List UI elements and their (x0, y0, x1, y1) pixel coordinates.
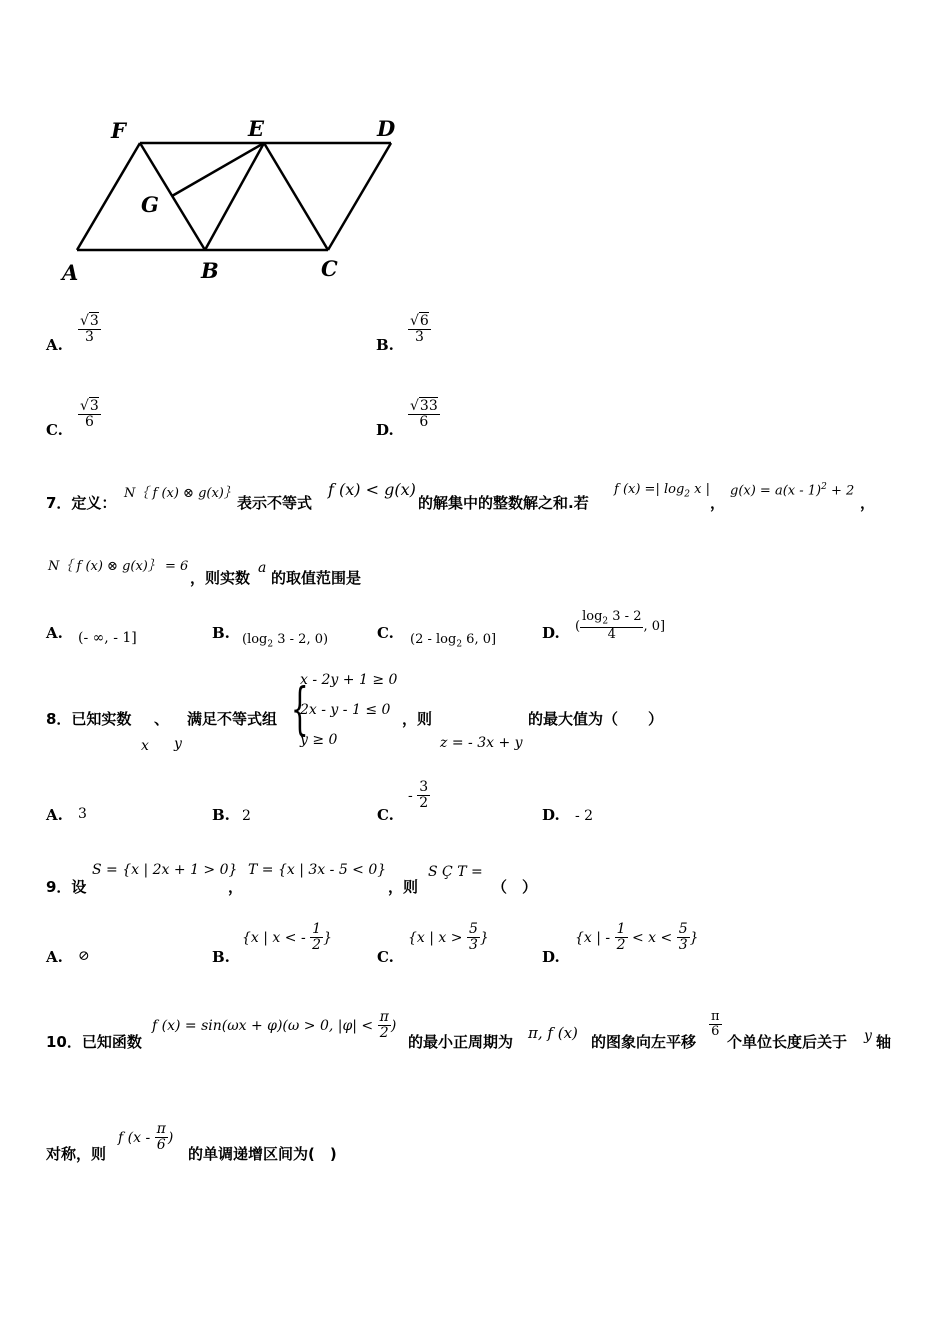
label-F: F (111, 118, 126, 143)
q9-text-1: ，则 (388, 878, 419, 896)
q8-option-a-label: A. (46, 806, 63, 824)
q6-option-a-label: A. (46, 336, 63, 354)
q7-text-4: 的取值范围是 (271, 569, 362, 587)
q10-shifted-function: f (x - $\frac{\pi}{6}$ ) (118, 1121, 174, 1154)
q7-text-3: ，则实数 (190, 569, 251, 587)
q10-number: 10．已知函数 (46, 1033, 142, 1051)
parallelogram-figure (55, 110, 425, 290)
label-B: B (201, 258, 219, 283)
q9-intersection: S Ç T = (428, 864, 483, 880)
label-C: C (321, 256, 338, 281)
q10-text-1: 的最小正周期为 (408, 1033, 514, 1051)
q9-set-T: T = {x | 3x - 5 < 0} (248, 862, 387, 878)
q9-number: 9．设 (46, 878, 87, 896)
q8-var-x: x (141, 738, 149, 754)
q8-option-c-value: - $\frac{3}{2}$ (408, 779, 429, 812)
q10-text-6: 的单调递增区间为( ) (188, 1145, 337, 1163)
q7-option-c-label: C. (377, 624, 394, 642)
q6-option-c-label: C. (46, 421, 63, 439)
q9-option-c-value: {x | x > $\frac{5}{3}$ } (408, 921, 489, 954)
label-G: G (141, 192, 159, 217)
q8-option-c-label: C. (377, 806, 394, 824)
q9-set-S: S = {x | 2x + 1 > 0} (92, 862, 238, 878)
q6-option-b-label: B. (376, 336, 394, 354)
q7-var-a: a (258, 560, 267, 576)
q6-option-c-value: $\frac{√3}{6}$ (80, 398, 99, 431)
q7-option-d-value: ( $\frac{\log_2 3 - 2}{4}$ , 0] (575, 609, 666, 643)
q10-text-2: 的图象向左平移 (591, 1033, 697, 1051)
q8-option-b-value: 2 (242, 808, 251, 824)
q7-comma-2: ， (860, 494, 876, 512)
q9-option-a-label: A. (46, 948, 63, 966)
q8-text-1: 满足不等式组 (187, 710, 278, 728)
q7-option-a-label: A. (46, 624, 63, 642)
q6-option-b-value: $\frac{√6}{3}$ (410, 313, 429, 346)
q10-period: π, f (x) (528, 1024, 578, 1042)
q7-option-c-value: ($2 - \log_2 6$, 0] (410, 632, 497, 650)
q8-option-b-label: B. (212, 806, 230, 824)
q9-paren: （ ） (492, 878, 538, 896)
q10-text-5: 对称，则 (46, 1145, 107, 1163)
q10-shift: $\frac{\pi}{6}$ (711, 1009, 720, 1040)
q8-number: 8．已知实数 (46, 710, 132, 728)
q8-text-3: 的最大值为（ ） (528, 710, 664, 728)
q7-f-def: f (x) =| $\log_2 x$ | (614, 482, 710, 500)
q10-text-4: 轴 (876, 1033, 892, 1051)
q9-option-d-value: {x | - $\frac{1}{2}$ < x < $\frac{5}{3}$ } (575, 921, 699, 954)
q7-N-expr: N｛ f (x) ⊗ g(x)｝ (124, 486, 237, 501)
q7-number: 7．定义： (46, 494, 117, 512)
q9-option-d-label: D. (542, 948, 560, 966)
q9-option-a-value: ⊘ (78, 948, 90, 964)
q8-text-2: ，则 (402, 710, 433, 728)
q7-g-def: g(x) = a(x - 1)$^2$ + 2 (730, 482, 855, 499)
q8-option-d-value: - 2 (575, 808, 594, 824)
q7-comma-1: ， (710, 494, 726, 512)
q7-option-b-label: B. (212, 624, 230, 642)
q10-var-y: y (864, 1028, 872, 1044)
q8-separator: 、 (154, 710, 170, 728)
q8-option-d-label: D. (542, 806, 560, 824)
segment-CD (328, 143, 391, 250)
label-D: D (377, 116, 396, 141)
label-A: A (62, 260, 79, 285)
q6-option-d-value: $\frac{√33}{6}$ (410, 398, 438, 431)
q8-objective: z = - 3x + y (440, 735, 523, 751)
q7-option-d-label: D. (542, 624, 560, 642)
q10-function-def: f (x) = sin(ωx + φ)(ω > 0, |φ| < $\frac{\pi}{2}$ ) (152, 1009, 397, 1042)
q9-option-b-value: {x | x < - $\frac{1}{2}$ } (242, 921, 332, 954)
q9-comma: ， (228, 878, 244, 896)
q8-var-y: y (174, 736, 182, 752)
segment-AF (77, 143, 140, 250)
label-E: E (248, 116, 265, 141)
q6-option-a-value: $\frac{√3}{3}$ (80, 313, 99, 346)
segment-EC (264, 143, 328, 250)
q7-option-b-value: ($\log_2$ 3 - 2, 0) (242, 632, 329, 650)
q7-N-equals-6: N｛ f (x) ⊗ g(x)｝ = 6 (48, 559, 189, 574)
q9-option-c-label: C. (377, 948, 394, 966)
q7-text-2: 的解集中的整数解之和.若 (418, 494, 589, 512)
q7-inequality: f (x) < g(x) (328, 480, 416, 499)
q7-option-a-value: (- ∞, - 1] (78, 630, 137, 646)
q6-option-d-label: D. (376, 421, 394, 439)
q9-option-b-label: B. (212, 948, 230, 966)
q8-option-a-value: 3 (78, 806, 87, 822)
q10-text-3: 个单位长度后关于 (727, 1033, 848, 1051)
q7-text-1: 表示不等式 (237, 494, 313, 512)
